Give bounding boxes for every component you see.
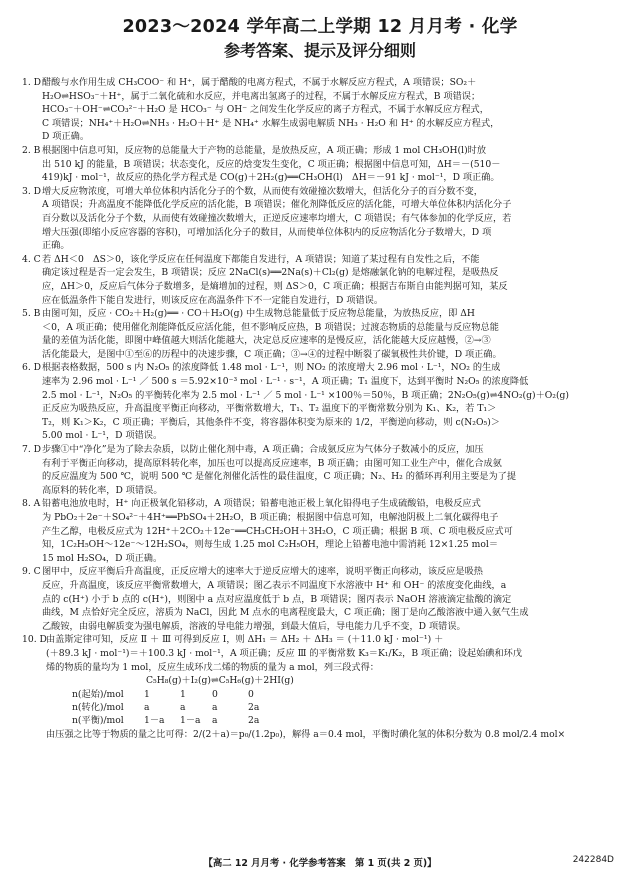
explanation-line: 知，1C₂H₅OH～12e⁻～12H₂SO₄，则每生成 1.25 mol C₂H₅OH，理论上铅蓄电池中需消耗 12×1.25 mol＝ — [42, 539, 499, 551]
reaction-equation: C₅H₈(g)＋I₂(g)⇌C₅H₆(g)＋2HI(g) — [146, 675, 294, 687]
explanation-line: 419)kJ · mol⁻¹，故反应的热化学方程式是 CO(g)＋2H₂(g)══CH₃OH(l) ΔH＝－91 kJ · mol⁻¹，D 项正确。 — [42, 172, 500, 184]
explanation-line: 15 mol H₂SO₄，D 项正确。 — [42, 552, 163, 564]
explanation-line: 乙酸铵，由弱电解质变为强电解质，溶液的导电能力增强，到最大值后，导电能力几乎不变，D 项错误。 — [42, 620, 466, 632]
explanation-line: 为 PbO₂＋2e⁻＋SO₄²⁻＋4H⁺══PbSO₄＋2H₂O，B 项正确；根据图中信息可知，电解池阴极上二氧化碳得电子 — [42, 512, 499, 523]
table-row — [72, 688, 618, 701]
explanation-line: 产生乙醇，电极反应式为 12H⁺＋2CO₂＋12e⁻══CH₃CH₂OH＋3H₂O，C 项正确；根据 B 项、C 项电极反应式可 — [42, 525, 513, 537]
explanation-line: HCO₃⁻＋OH⁻⇌CO₃²⁻＋H₂O 是 HCO₃⁻ 与 OH⁻ 之间发生化学反应的离子方程式，不属于水解反应方程式， — [42, 104, 489, 116]
answer-explanation — [42, 144, 618, 185]
answer-number: 4. C — [22, 253, 41, 265]
table-cell: a — [212, 701, 218, 713]
table-cell: n(起始)/mol — [72, 688, 124, 700]
table-cell: n(平衡)/mol — [72, 715, 124, 727]
footer-text: 【高二 12 月月考 · 化学参考答案 第 1 页(共 2 页)】 — [203, 858, 437, 869]
explanation-line: 点的 c(H⁺) 小于 b 点的 c(H⁺)，则图中 a 点对应温度低于 b 点，B 项错误；图丙表示 NaOH 溶液滴定盐酸的滴定 — [42, 593, 512, 605]
table-cell: 2a — [248, 715, 260, 727]
table-cell: 1－a — [144, 715, 165, 727]
answer-explanation — [42, 253, 618, 307]
explanation-line: 正反应为吸热反应，升高温度平衡正向移动，平衡常数增大，T₁、T₂ 温度下的平衡常数分别为 K₁、K₂，若 T₁＞ — [42, 403, 497, 415]
answer-number: 1. D — [22, 77, 42, 88]
answer-list — [22, 76, 618, 741]
table-cell: 1－a — [180, 715, 201, 727]
answer-number: 5. B — [22, 308, 41, 320]
explanation-line: 应，ΔH＞0，反应后气体分子数增多，是熵增加的过程，则 ΔS＞0，C 项正确；根据吉布斯自由能判据可知，某反 — [42, 280, 508, 292]
answer-explanation — [42, 185, 618, 253]
table-cell: 0 — [248, 688, 254, 700]
answer-item — [22, 76, 618, 144]
answer-number: 7. D — [22, 444, 42, 456]
table-row — [72, 714, 618, 727]
answer-item — [22, 144, 618, 185]
explanation-line: 增大压强(即缩小反应容器的容积)，可增加活化分子的数目，从而使单位体积内的反应物活化分子数增大，D 项 — [42, 226, 492, 238]
table-cell: 0 — [212, 688, 218, 700]
page-footer — [0, 855, 640, 869]
answer-explanation — [42, 497, 618, 565]
page-title: 2023～2024 学年高二上学期 12 月月考 · 化学 — [122, 17, 518, 37]
explanation-line: 根据图中信息可知，反应物的总能量大于产物的总能量，是放热反应，A 项正确；形成 1 mol CH₃OH(l)时放 — [42, 144, 487, 156]
explanation-line: 确定该过程是否一定会发生，B 项错误；反应 2NaCl(s)══2Na(s)＋Cl₂(g) 是熔融氯化钠的电解过程，是吸热反 — [42, 267, 499, 279]
table-cell: 1 — [144, 688, 150, 700]
table-cell: n(转化)/mol — [72, 701, 124, 713]
explanation-line: 应在低温条件下能自发进行，则该反应在高温条件下不一定能自发进行，D 项错误。 — [42, 294, 384, 306]
answer-item — [22, 497, 618, 565]
explanation-line: 若 ΔH＜0 ΔS＞0，该化学反应在任何温度下都能自发进行，A 项错误；知道了某过程有自发性之后，不能 — [42, 253, 480, 265]
answer-number: 6. D — [22, 362, 42, 374]
footer-code: 242284D — [572, 855, 614, 865]
answer-explanation — [42, 361, 618, 443]
explanation-line: ＜0，A 项正确；使用催化剂能降低反应活化能，但不影响反应热，B 项错误；过渡态物质的总能量与反应物总能 — [42, 321, 499, 333]
explanation-line: 出 510 kJ 的能量，B 项错误；状态变化，反应的焓变发生变化，C 项正确；根据图中信息可知，ΔH＝－(510－ — [42, 158, 501, 170]
explanation-line: 曲线，M 点恰好完全反应，溶质为 NaCl，因此 M 点水的电离程度最大，C 项正确；图丁是向乙酸溶液中通入氨气生成 — [42, 607, 529, 619]
explanation-line: D 项正确。 — [42, 131, 90, 143]
explanation-line: 高原料的转化率，D 项错误。 — [42, 484, 163, 496]
answer-explanation — [42, 307, 618, 361]
answer-number: 10. D — [22, 634, 47, 646]
explanation-line: C 项错误；NH₄⁺＋H₂O⇌NH₃ · H₂O＋H⁺ 是 NH₄⁺ 水解生成弱电解质 NH₃ · H₂O 和 H⁺ 的水解反应方程式， — [42, 117, 500, 129]
explanation-line: 铅蓄电池放电时，H⁺ 向正极氧化铅移动，A 项错误；铅蓄电池正极上氧化铅得电子生成硫酸铅，电极反应式 — [42, 498, 481, 510]
explanation-line: 根据表格数据，500 s 内 N₂O₅ 的浓度降低 1.48 mol · L⁻¹，则 NO₂ 的浓度增大 2.96 mol · L⁻¹，NO₂ 的生成 — [42, 362, 501, 374]
answer-item — [22, 307, 618, 361]
explanation-line: 图甲中，反应平衡后升高温度，正反应增大的速率大于逆反应增大的速率，说明平衡正向移动，该反应是吸热 — [42, 566, 483, 578]
explanation-line: 有利于平衡正向移动，提高原料转化率，加压也可以提高反应速率，B 项正确；由图可知工业生产中，催化合成氨 — [42, 457, 502, 469]
explanation-line: 正确。 — [42, 240, 70, 252]
three-stage-table — [72, 688, 618, 728]
explanation-line: 的反应温度为 500 ℃，说明 500 ℃ 是催化剂催化活性的最佳温度，C 项正确；N₂、H₂ 的循环再利用主要是为了提 — [42, 471, 517, 483]
explanation-line: A 项错误；升高温度不能降低化学反应的活化能，B 项错误；催化剂降低反应的活化能，可增大单位体积内活化分子 — [42, 199, 512, 211]
answer-explanation — [42, 443, 618, 497]
answer-number: 8. A — [22, 498, 41, 510]
explanation-line: 烯的物质的量均为 1 mol，反应生成环戊二烯的物质的量为 a mol，列三段式得： — [46, 661, 379, 673]
answer-explanation — [42, 76, 618, 144]
explanation-line: 2.5 mol · L⁻¹，N₂O₅ 的平衡转化率为 2.5 mol · L⁻¹ ／ 5 mol · L⁻¹ ×100％＝50％，B 项正确；2N₂O₅(g)⇌4NO₂(g)＋O₂(g) — [42, 389, 570, 401]
explanation-line: 反应，升高温度，该反应平衡常数增大，A 项错误；图乙表示不同温度下水溶液中 H⁺ 和 OH⁻ 的浓度变化曲线，a — [42, 579, 507, 591]
table-cell: 1 — [180, 688, 186, 700]
explanation-line: 由盖斯定律可知，反应 Ⅱ ＋ Ⅲ 可得到反应 Ⅰ，则 ΔH₁ ＝ ΔH₂ ＋ ΔH₃ ＝ (＋11.0 kJ · mol⁻¹) ＋ — [46, 634, 444, 646]
explanation-line: 速率为 2.96 mol · L⁻¹ ／ 500 s ＝5.92×10⁻³ mol · L⁻¹ · s⁻¹，A 项正确；T₁ 温度下，达到平衡时 N₂O₅ 的浓度降低 — [42, 376, 529, 388]
answer-explanation — [46, 633, 618, 741]
table-cell: 2a — [248, 701, 260, 713]
explanation-line: 由图可知，反应 · CO₂＋H₂(g)══ · CO＋H₂O(g) 中生成物总能量低于反应物总能量，为放热反应，即 ΔH — [42, 308, 475, 320]
explanation-line: T₂，则 K₁＞K₂，C 项正确；平衡后，其他条件不变，将容器体积变为原来的 1/2，平衡逆向移动，则 c(N₂O₅)＞ — [42, 416, 500, 428]
answer-item — [22, 443, 618, 497]
answer-explanation — [42, 565, 618, 633]
table-row — [72, 701, 618, 714]
explanation-line: 增大反应物浓度，可增大单位体积内活化分子的个数，从而使有效碰撞次数增大，但活化分子的百分数不变， — [42, 185, 483, 197]
answer-item — [22, 565, 618, 633]
explanation-line: 量的差值为活化能，即图中峰值越大则活化能越大，决定总反应速率的是慢反应，活化能越大反应越慢，②→③ — [42, 335, 491, 347]
table-cell: a — [180, 701, 186, 713]
page-subtitle: 参考答案、提示及评分细则 — [223, 41, 416, 60]
answer-item — [22, 253, 618, 307]
explanation-line: H₂O⇌HSO₃⁻＋H⁺，属于二氧化硫和水反应，并电离出氢离子的过程，不属于水解反应方程式，B 项错误； — [42, 90, 481, 102]
table-cell: a — [212, 715, 218, 727]
answer-item — [22, 361, 618, 443]
explanation-line: 醋酸与水作用生成 CH₃COO⁻ 和 H⁺，属于醋酸的电离方程式，不属于水解反应方程式，A 项错误；SO₂＋ — [42, 77, 477, 88]
answer-number: 3. D — [22, 185, 42, 197]
table-cell: a — [144, 701, 150, 713]
answer-number: 2. B — [22, 144, 41, 156]
explanation-line: (＋89.3 kJ · mol⁻¹)＝＋100.3 kJ · mol⁻¹，A 项正确；反应 Ⅲ 的平衡常数 K₃＝K₁/K₂，B 项正确；设起始碘和环戊 — [46, 647, 523, 659]
explanation-line: 由压强之比等于物质的量之比可得：2/(2＋a)＝p₀/(1.2p₀)，解得 a＝0.4 mol，平衡时碘化氢的体积分数为 0.8 mol/2.4 mol× — [46, 728, 566, 740]
answer-number: 9. C — [22, 566, 41, 578]
explanation-line: 步骤①中“净化”是为了除去杂质，以防止催化剂中毒，A 项正确；合成氨反应为气体分子数减小的反应，加压 — [42, 444, 484, 456]
explanation-line: 百分数以及活化分子个数，从而使有效碰撞次数增大，正逆反应速率均增大，C 项错误；有气体参加的化学反应，若 — [42, 212, 512, 224]
explanation-line: 活化能最大，是图中①至⑥的历程中的决速步骤，C 项正确；③→④的过程中断裂了碳氧极性共价键，D 项正确。 — [42, 348, 502, 360]
explanation-line: 5.00 mol · L⁻¹，D 项错误。 — [42, 430, 163, 442]
answer-item — [22, 633, 618, 741]
answer-item — [22, 185, 618, 253]
